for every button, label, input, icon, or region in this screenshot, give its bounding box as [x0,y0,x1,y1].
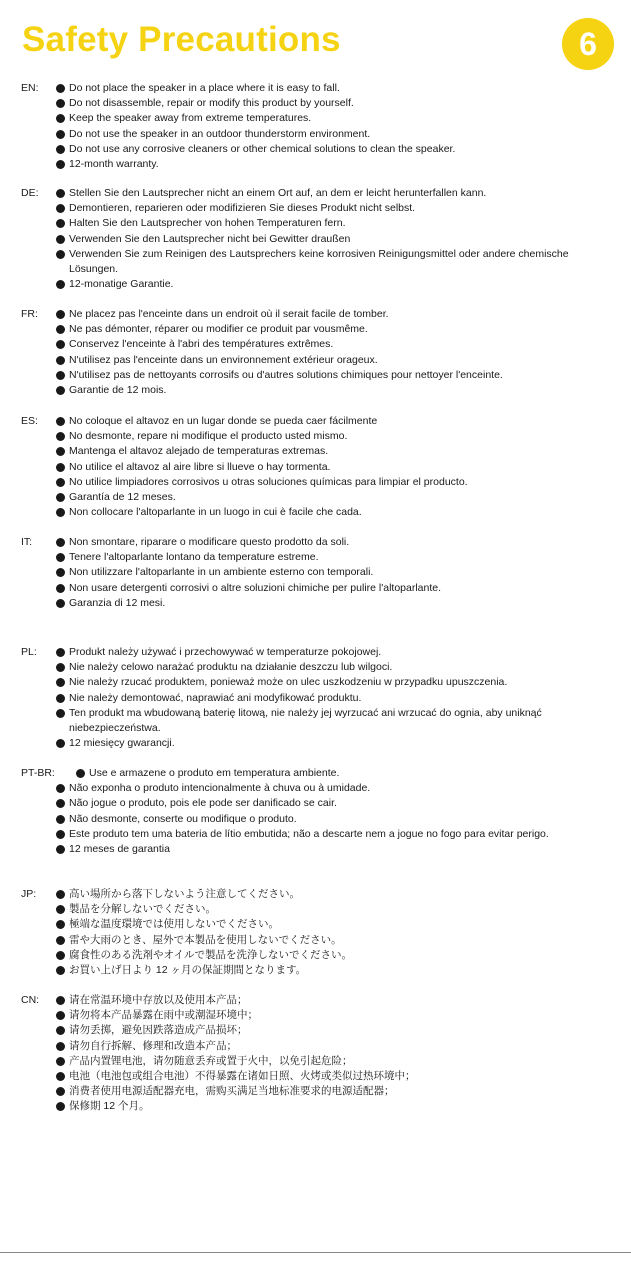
precaution-item [56,201,603,216]
bullet-icon [56,694,65,703]
bullet-icon [56,160,65,169]
precaution-item [56,444,603,459]
precaution-text: 请在常温环境中存放以及使用本产品； [69,994,248,1006]
precaution-item [56,1039,603,1054]
precaution-text: Verwenden Sie den Lautsprecher nicht bei Gewitter draußen [69,232,351,245]
language-code: DE: [21,187,39,199]
precaution-text: No desmonte, repare ni modifique el producto usted mismo. [69,430,348,443]
precaution-item [56,827,603,842]
bullet-icon [76,769,85,778]
bullet-icon [56,663,65,672]
precaution-item [56,247,603,277]
bullet-icon [56,189,65,198]
bullet-icon [56,250,65,259]
bullet-icon [56,966,65,975]
precaution-item [56,96,603,111]
bullet-icon [56,204,65,213]
precaution-text: Ne placez pas l'enceinte dans un endroit où il serait facile de tomber. [69,308,389,320]
precaution-text: 12 meses de garantia [69,843,170,856]
precaution-item [56,550,603,565]
precaution-text: Ten produkt ma wbudowaną baterię litową, nie należy jej wyrzucać ani wrzucać do ognia, aby uniknąć niebezpieczeństwa. [69,706,542,735]
precaution-item [56,490,603,505]
precaution-item [56,933,603,948]
precaution-text: Este produto tem uma bateria de lítio embutida; não a descarte nem a jogue no fogo para evitar perigo. [69,827,549,840]
bullet-icon [56,1072,65,1081]
precaution-text: Conservez l'enceinte à l'abri des températures extrêmes. [69,338,334,351]
precaution-item [56,812,603,827]
bullet-icon [56,447,65,456]
precaution-item [56,1084,603,1099]
precaution-text: 保修期 12 个月。 [69,1100,150,1113]
precaution-item [56,383,603,398]
precaution-item [56,232,603,247]
bullet-icon [56,648,65,657]
precaution-text: No utilice el altavoz al aire libre si llueve o hay tormenta. [69,460,331,473]
language-code: PT-BR: [21,767,55,779]
bullet-icon [56,599,65,608]
precaution-item [56,322,603,337]
precaution-text: Garantía de 12 meses. [69,491,176,504]
bullet-icon [56,568,65,577]
precaution-list [69,766,603,857]
bullet-icon [56,678,65,687]
precaution-item [56,736,603,751]
precaution-text: Garantie de 12 mois. [69,384,167,397]
precaution-text: 电池（电池包或组合电池）不得暴露在诸如日照、火烤或类似过热环境中； [69,1070,416,1083]
precaution-text: Do not disassemble, repair or modify this product by yourself. [69,97,354,110]
bullet-icon [56,1102,65,1111]
precaution-item [56,353,603,368]
language-code: JP: [21,888,37,900]
precaution-item [56,596,603,611]
language-code: FR: [21,308,38,320]
language-code: CN: [21,994,40,1006]
precaution-text: 请勿自行拆解、修理和改造本产品； [69,1039,237,1052]
bullet-icon [56,371,65,380]
bullet-icon [56,739,65,748]
precaution-text: 请勿丢掷，避免因跌落造成产品损坏； [69,1024,248,1037]
bullet-icon [56,235,65,244]
bullet-icon [56,553,65,562]
bullet-icon [56,784,65,793]
precaution-text: 12 miesięcy gwarancji. [69,737,175,750]
precaution-text: 腐食性のある洗剤やオイルで製品を洗浄しないでください。 [69,948,352,961]
bullet-icon [56,508,65,517]
bullet-icon [56,356,65,365]
precaution-item [56,796,603,811]
precaution-item [56,142,603,157]
bottom-divider [0,1252,631,1253]
precaution-text: 雷や大雨のとき、屋外で本製品を使用しないでください。 [69,933,342,946]
bullet-icon [56,830,65,839]
precaution-item [56,475,603,490]
precaution-item [56,565,603,580]
precaution-text: Mantenga el altavoz alejado de temperaturas extremas. [69,445,329,458]
precaution-item [56,337,603,352]
bullet-icon [56,1087,65,1096]
precaution-text: Non usare detergenti corrosivi o altre soluzioni chimiche per pulire l'altoparlante. [69,581,442,594]
bullet-icon [56,340,65,349]
precaution-item [56,368,603,383]
bullet-icon [56,280,65,289]
precaution-item [56,1054,603,1069]
bullet-icon [56,936,65,945]
precaution-item [56,706,603,736]
bullet-icon [56,130,65,139]
precaution-item [56,460,603,475]
precaution-item [56,1023,603,1038]
precaution-list [56,307,603,398]
bullet-icon [56,325,65,334]
precaution-item [56,675,603,690]
precaution-text: 高い場所から落下しないよう注意してください。 [69,888,300,900]
precaution-text: Use e armazene o produto em temperatura ambiente. [89,767,340,779]
precaution-item [56,505,603,520]
bullet-icon [56,84,65,93]
precaution-item [56,157,603,172]
precaution-list [56,993,603,1115]
precaution-item [56,660,603,675]
precaution-item [56,645,603,660]
precaution-text: Do not place the speaker in a place where it is easy to fall. [69,82,340,94]
precaution-item [56,127,603,142]
precaution-item [56,993,603,1008]
page-title: Safety Precautions [22,20,341,59]
precaution-item [56,691,603,706]
bullet-icon [56,99,65,108]
bullet-icon [56,815,65,824]
precaution-item [56,414,603,429]
bullet-icon [56,996,65,1005]
precaution-text: Keep the speaker away from extreme temperatures. [69,112,312,125]
precaution-text: Nie należy rzucać produktem, ponieważ może on ulec uszkodzeniu w przypadku upuszczenia. [69,676,508,689]
page-number-badge: 6 [562,18,614,70]
precaution-item [56,307,603,322]
precaution-item [56,1069,603,1084]
bullet-icon [56,478,65,487]
precaution-text: 製品を分解しないでください。 [69,903,216,916]
precaution-text: Nie należy celowo narażać produktu na działanie deszczu lub wilgoci. [69,661,393,674]
precaution-text: No utilice limpiadores corrosivos u otras soluciones químicas para limpiar el producto. [69,475,468,488]
language-code: IT: [21,536,33,548]
precaution-text: Non utilizzare l'altoparlante in un ambiente esterno con temporali. [69,566,374,579]
precaution-item [56,963,603,978]
bullet-icon [56,219,65,228]
precaution-list [56,645,603,751]
precaution-text: Verwenden Sie zum Reinigen des Lautsprechers keine korrosiven Reinigungsmittel oder andere chemische Lösungen. [69,247,569,276]
precaution-text: Non smontare, riparare o modificare questo prodotto da soli. [69,536,350,548]
bullet-icon [56,1026,65,1035]
precaution-text: Do not use any corrosive cleaners or other chemical solutions to clean the speaker. [69,142,456,155]
precaution-text: 12-monatige Garantie. [69,278,174,291]
precaution-item [56,948,603,963]
precaution-item [56,1008,603,1023]
precaution-text: Produkt należy używać i przechowywać w temperaturze pokojowej. [69,646,382,658]
bullet-icon [56,114,65,123]
bullet-icon [56,951,65,960]
precaution-item [56,81,603,96]
bullet-icon [56,1057,65,1066]
precaution-text: N'utilisez pas l'enceinte dans un environnement extérieur orageux. [69,353,378,366]
precaution-text: 消费者使用电源适配器充电，需购买满足当地标准要求的电源适配器； [69,1085,395,1098]
precaution-text: Nie należy demontować, naprawiać ani modyfikować produktu. [69,691,362,704]
precaution-text: 产品内置锂电池，请勿随意丢弃或置于火中，以免引起危险； [69,1054,353,1067]
precaution-item [56,277,603,292]
bullet-icon [56,145,65,154]
precaution-item [56,216,603,231]
precaution-item [76,766,603,781]
precaution-item [56,186,603,201]
precaution-text: Ne pas démonter, réparer ou modifier ce produit par vousmême. [69,323,368,336]
precaution-text: Stellen Sie den Lautsprecher nicht an einem Ort auf, an dem er leicht herunterfallen kann. [69,187,487,199]
precaution-list [56,535,603,611]
precaution-item [56,842,603,857]
bullet-icon [56,890,65,899]
language-code: EN: [21,82,39,94]
precaution-text: 12-month warranty. [69,158,159,171]
precaution-text: Garanzia di 12 mesi. [69,596,166,609]
precaution-text: Não desmonte, conserte ou modifique o produto. [69,812,297,825]
bullet-icon [56,432,65,441]
precaution-list [56,81,603,172]
bullet-icon [56,310,65,319]
bullet-icon [56,417,65,426]
bullet-icon [56,920,65,929]
precaution-item [56,902,603,917]
precaution-list [56,414,603,520]
bullet-icon [56,386,65,395]
language-code: ES: [21,415,38,427]
precaution-text: Do not use the speaker in an outdoor thunderstorm environment. [69,127,371,140]
precaution-list [56,887,603,978]
precaution-text: No coloque el altavoz en un lugar donde se pueda caer fácilmente [69,415,378,427]
bullet-icon [56,799,65,808]
precaution-item [56,535,603,550]
precaution-item [56,581,603,596]
bullet-icon [56,584,65,593]
precaution-text: Não jogue o produto, pois ele pode ser danificado se cair. [69,797,337,810]
precaution-text: Tenere l'altoparlante lontano da temperature estreme. [69,551,319,564]
precaution-item [56,111,603,126]
precaution-text: 極端な温度環境では使用しないでください。 [69,918,279,931]
bullet-icon [56,905,65,914]
precaution-text: Demontieren, reparieren oder modifizieren Sie dieses Produkt nicht selbst. [69,202,416,215]
bullet-icon [56,538,65,547]
precaution-item [56,917,603,932]
bullet-icon [56,709,65,718]
precaution-text: お買い上げ日より 12 ヶ月の保証期間となります。 [69,964,307,977]
precaution-text: N'utilisez pas de nettoyants corrosifs ou d'autres solutions chimiques pour nettoyer l'enceinte. [69,368,503,381]
precaution-list [56,186,603,292]
precaution-text: Não exponha o produto intencionalmente à chuva ou à umidade. [69,782,371,795]
language-code: PL: [21,646,37,658]
precaution-text: Halten Sie den Lautsprecher von hohen Temperaturen fern. [69,217,346,230]
bullet-icon [56,493,65,502]
precaution-item [56,1099,603,1114]
precaution-item [56,429,603,444]
bullet-icon [56,845,65,854]
precaution-item [56,781,603,796]
bullet-icon [56,463,65,472]
precaution-item [56,887,603,902]
bullet-icon [56,1042,65,1051]
precaution-text: Non collocare l'altoparlante in un luogo in cui è facile che cada. [69,506,362,519]
precaution-text: 请勿将本产品暴露在雨中或潮湿环境中； [69,1009,258,1022]
bullet-icon [56,1011,65,1020]
